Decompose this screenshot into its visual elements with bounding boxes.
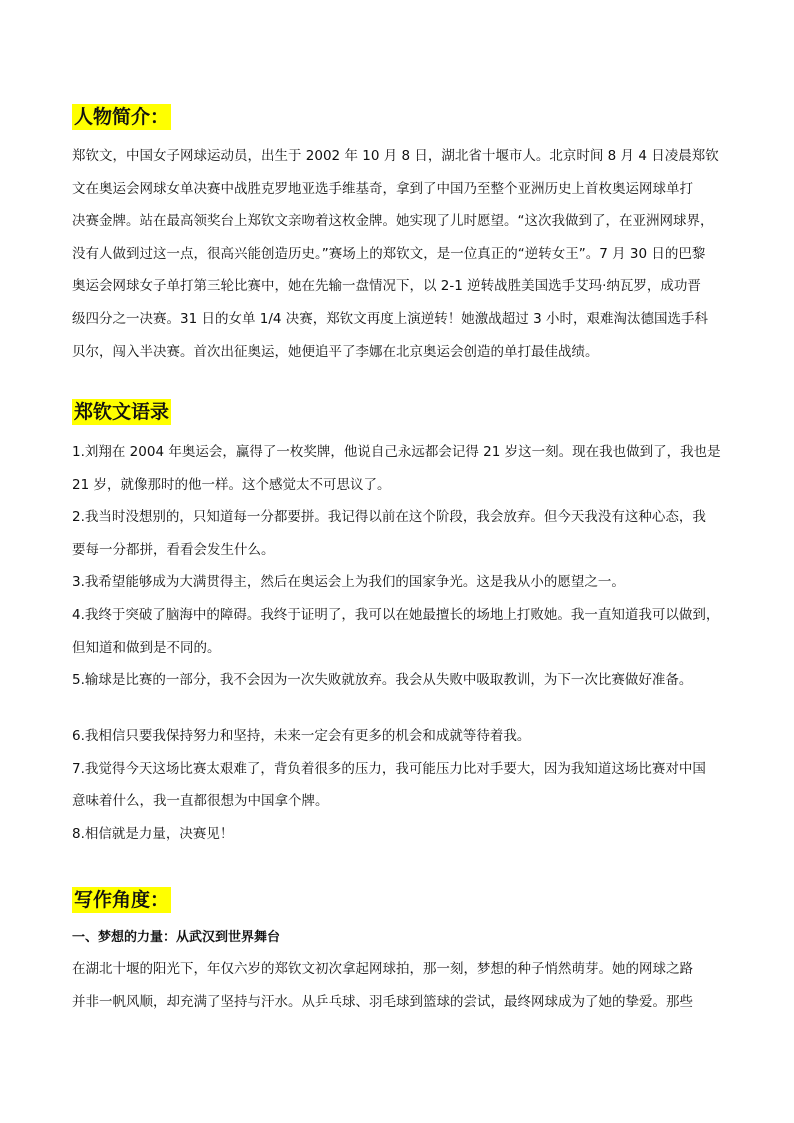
quote-line: 1.刘翔在 2004 年奥运会，赢得了一枚奖牌，他说自己永远都会记得 21 岁这一刻。现在我也做到了，我也是 [72, 444, 721, 460]
bio-heading: 人物简介： [74, 106, 170, 128]
quote-line: 3.我希望能够成为大满贯得主，然后在奥运会上为我们的国家争光。这是我从小的愿望之一。 [72, 574, 625, 591]
writing-subtitle: 一、梦想的力量：从武汉到世界舞台 [72, 930, 281, 945]
writing-paragraph [72, 953, 724, 1018]
quote-line: 意味着什么，我一直都很想为中国拿个牌。 [72, 793, 329, 810]
quotes-group-2 [72, 720, 724, 850]
quote-line: 8.相信就是力量，决赛见！ [72, 825, 234, 842]
writing-heading: 写作角度： [74, 889, 170, 911]
quote-line: 6.我相信只要我保持努力和坚持，未来一定会有更多的机会和成就等待着我。 [72, 728, 531, 744]
quote-line: 5.输球是比赛的一部分，我不会因为一次失败就放弃。我会从失败中吸取教训，为下一次比赛做好准备。 [72, 672, 693, 689]
bio-paragraph [72, 140, 724, 368]
quote-line: 4.我终于突破了脑海中的障碍。我终于证明了，我可以在她最擅长的场地上打败她。我一直知道我可以做到， [72, 606, 720, 623]
quote-line: 2.我当时没想别的，只知道每一分都要拼。我记得以前在这个阶段，我会放弃。但今天我没有这种心态，我 [72, 509, 706, 526]
quotes-heading: 郑钦文语录 [74, 401, 170, 423]
quote-line: 7.我觉得今天这场比赛太艰难了，背负着很多的压力，我可能压力比对手要大，因为我知道这场比赛对中国 [72, 760, 706, 777]
quote-line: 但知道和做到是不同的。 [72, 639, 221, 656]
quote-line: 要每一分都拼，看看会发生什么。 [72, 541, 275, 558]
writing-line: 在湖北十堰的阳光下，年仅六岁的郑钦文初次拿起网球拍，那一刻，梦想的种子悄然萌芽。她的网球之路 [72, 961, 693, 977]
bio-line: 文在奥运会网球女单决赛中战胜克罗地亚选手维基奇，拿到了中国乃至整个亚洲历史上首枚奥运网球单打 [72, 180, 693, 197]
quote-line: 21 岁，就像那时的他一样。这个感觉太不可思议了。 [72, 476, 391, 493]
bio-line: 郑钦文，中国女子网球运动员，出生于 2002 年 10 月 8 日，湖北省十堰市人。北京时间 8 月 4 日凌晨郑钦 [72, 148, 719, 164]
writing-line: 并非一帆风顺，却充满了坚持与汗水。从乒乓球、羽毛球到篮球的尝试，最终网球成为了她的挚爱。那些 [72, 993, 693, 1010]
quotes-group-1 [72, 436, 724, 697]
bio-line: 没有人做到过这一点，很高兴能创造历史。”赛场上的郑钦文，是一位真正的“逆转女王”。7 月 30 日的巴黎 [72, 245, 706, 262]
bio-line: 奥运会网球女子单打第三轮比赛中，她在先输一盘情况下，以 2-1 逆转战胜美国选手艾玛·纳瓦罗，成功晋 [72, 278, 701, 295]
bio-line: 决赛金牌。站在最高领奖台上郑钦文亲吻着这枚金牌。她实现了儿时愿望。“这次我做到了，在亚洲网球界， [72, 213, 714, 230]
bio-line: 级四分之一决赛。31 日的女单 1/4 决赛，郑钦文再度上演逆转！她激战超过 3 小时，艰难淘汰德国选手科 [72, 310, 708, 327]
bio-line: 贝尔，闯入半决赛。首次出征奥运，她便追平了李娜在北京奥运会创造的单打最佳战绩。 [72, 343, 599, 360]
